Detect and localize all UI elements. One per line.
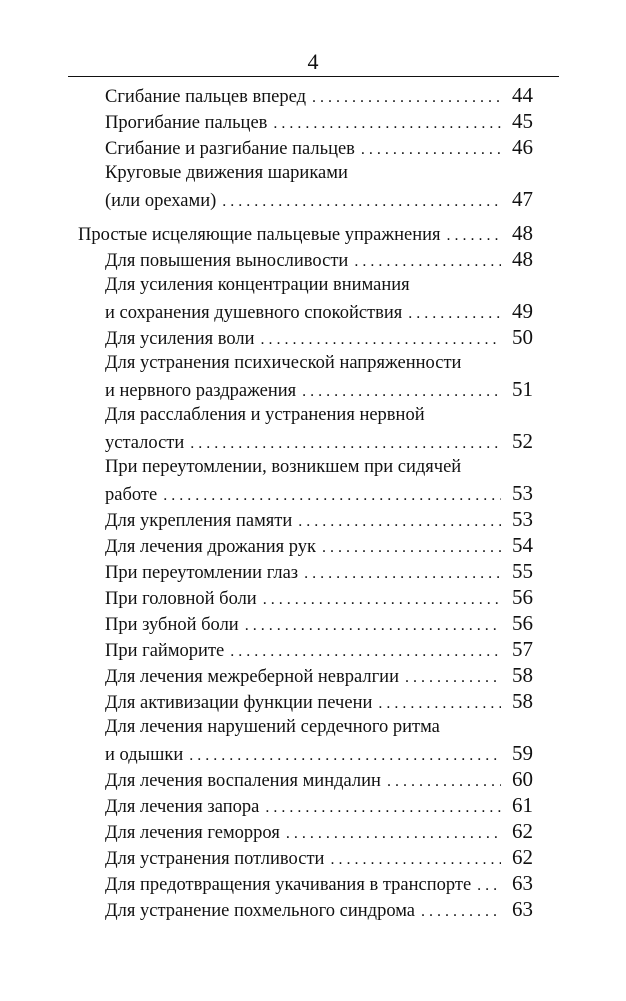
toc-entry-line — [105, 766, 533, 792]
toc-entry-title: Для активизации функции печени — [105, 693, 373, 713]
toc-entry[interactable] — [0, 350, 626, 402]
toc-entry[interactable] — [0, 246, 626, 272]
toc-entry-line — [105, 870, 533, 896]
toc-page-number: 56 — [512, 611, 533, 635]
toc-entry-title: работе — [105, 485, 158, 505]
toc-page-number: 57 — [512, 637, 533, 661]
toc-entry[interactable] — [0, 532, 626, 558]
toc-entry[interactable] — [0, 160, 626, 212]
toc-entry-line — [105, 896, 533, 922]
toc-entry-line — [105, 160, 533, 186]
toc-entry-line — [105, 688, 533, 714]
toc-entry[interactable] — [0, 610, 626, 636]
toc-entry-line — [105, 134, 533, 160]
toc-entry[interactable] — [0, 662, 626, 688]
toc-entry-title: Для укрепления памяти — [105, 511, 293, 531]
toc-entry-line — [105, 272, 533, 298]
toc-entry[interactable] — [0, 402, 626, 454]
toc-entry[interactable] — [0, 714, 626, 766]
toc-entry-title: Для повышения выносливости — [105, 251, 349, 271]
toc-entry-line — [105, 558, 533, 584]
toc-entry-title: Для устранения потливости — [105, 849, 325, 869]
page-number: 4 — [307, 49, 319, 74]
toc-page-number: 48 — [512, 221, 533, 245]
toc-entry[interactable] — [0, 896, 626, 922]
toc-entry-title: Для лечения нарушений сердечного ритма — [105, 717, 440, 737]
toc-entry-title: и нервного раздражения — [105, 381, 297, 401]
toc-entry-line — [105, 350, 533, 376]
dot-leader — [222, 189, 501, 215]
toc-entry-line — [105, 584, 533, 610]
toc-entry-title: усталости — [105, 433, 185, 453]
toc-entry-line — [78, 220, 533, 246]
toc-entry-title: При переутомлении, возникшем при сидячей — [105, 457, 462, 477]
toc-entry-title: Для предотвращения укачивания в транспорте — [105, 875, 472, 895]
toc-entry[interactable] — [0, 688, 626, 714]
toc-page-number: 55 — [512, 559, 533, 583]
toc-entry-title: Круговые движения шариками — [105, 163, 348, 183]
toc-entry-line — [105, 740, 533, 766]
toc-entry-title: (или орехами) — [105, 191, 217, 211]
toc-entry-line — [105, 792, 533, 818]
toc-entry[interactable] — [0, 108, 626, 134]
toc-entry-title: Сгибание пальцев вперед — [105, 87, 306, 107]
toc-entry-line — [105, 636, 533, 662]
toc-entry-title: и сохранения душевного спокойствия — [105, 303, 403, 323]
toc-page-number: 59 — [512, 741, 533, 765]
toc-entry-title: Для усиления воли — [105, 329, 255, 349]
toc-entry-title: Для устранение похмельного синдрома — [105, 901, 416, 921]
toc-entry-line — [105, 428, 533, 454]
toc-entry-title: При гайморите — [105, 641, 225, 661]
table-of-contents — [0, 82, 626, 922]
toc-page-number: 44 — [512, 83, 533, 107]
toc-entry[interactable] — [0, 844, 626, 870]
toc-page-number: 58 — [512, 663, 533, 687]
toc-entry-title: При переутомлении глаз — [105, 563, 299, 583]
toc-entry-line — [105, 506, 533, 532]
toc-entry-line — [105, 324, 533, 350]
toc-page-number: 60 — [512, 767, 533, 791]
header-rule — [68, 76, 559, 77]
toc-entry-line — [105, 82, 533, 108]
toc-entry[interactable] — [0, 636, 626, 662]
toc-section-entry[interactable] — [0, 220, 626, 246]
toc-entry-title: Прогибание пальцев — [105, 113, 268, 133]
toc-entry[interactable] — [0, 324, 626, 350]
toc-entry[interactable] — [0, 818, 626, 844]
toc-entry[interactable] — [0, 792, 626, 818]
toc-page-number: 63 — [512, 871, 533, 895]
toc-entry-title: При зубной боли — [105, 615, 239, 635]
toc-entry-line — [105, 186, 533, 212]
toc-page-number: 50 — [512, 325, 533, 349]
toc-entry-line — [105, 714, 533, 740]
toc-page-number: 62 — [512, 845, 533, 869]
toc-entry-title: При головной боли — [105, 589, 257, 609]
toc-entry-title: Для лечения воспаления миндалин — [105, 771, 381, 791]
toc-entry-title: Для усиления концентрации внимания — [105, 275, 410, 295]
toc-entry-title: Для лечения геморроя — [105, 823, 280, 843]
toc-page-number: 63 — [512, 897, 533, 921]
toc-entry[interactable] — [0, 506, 626, 532]
toc-entry-line — [105, 662, 533, 688]
toc-entry-title: Для лечения межреберной невралгии — [105, 667, 399, 687]
toc-entry-line — [105, 246, 533, 272]
toc-entry[interactable] — [0, 870, 626, 896]
toc-page-number: 52 — [512, 429, 533, 453]
toc-page-number: 51 — [512, 377, 533, 401]
toc-entry-title: Сгибание и разгибание пальцев — [105, 139, 355, 159]
toc-page-number: 47 — [512, 187, 533, 211]
toc-page-number: 61 — [512, 793, 533, 817]
toc-entry-title: Для лечения запора — [105, 797, 260, 817]
toc-entry[interactable] — [0, 134, 626, 160]
toc-entry-title: Простые исцеляющие пальцевые упражнения — [78, 225, 441, 245]
toc-entry[interactable] — [0, 82, 626, 108]
toc-entry[interactable] — [0, 766, 626, 792]
toc-page-number: 58 — [512, 689, 533, 713]
toc-entry-line — [105, 298, 533, 324]
toc-page-number: 62 — [512, 819, 533, 843]
toc-page-number: 46 — [512, 135, 533, 159]
toc-entry-title: Для расслабления и устранения нервной — [105, 405, 425, 425]
toc-entry-title: Для устранения психической напряженности — [105, 353, 462, 373]
toc-entry-line — [105, 610, 533, 636]
toc-entry-line — [105, 454, 533, 480]
toc-entry[interactable] — [0, 454, 626, 506]
toc-page-number: 45 — [512, 109, 533, 133]
toc-page-number: 53 — [512, 481, 533, 505]
toc-entry[interactable] — [0, 558, 626, 584]
toc-page-number: 53 — [512, 507, 533, 531]
toc-entry[interactable] — [0, 584, 626, 610]
toc-entry[interactable] — [0, 272, 626, 324]
toc-entry-line — [105, 532, 533, 558]
toc-page-number: 54 — [512, 533, 533, 557]
toc-page-number: 49 — [512, 299, 533, 323]
toc-entry-line — [105, 402, 533, 428]
dot-leader — [421, 899, 501, 925]
toc-entry-line — [105, 480, 533, 506]
toc-entry-line — [105, 844, 533, 870]
toc-page-number: 48 — [512, 247, 533, 271]
toc-page-number: 56 — [512, 585, 533, 609]
toc-entry-title: и одышки — [105, 745, 184, 765]
toc-entry-line — [105, 818, 533, 844]
toc-entry-line — [105, 376, 533, 402]
toc-entry-title: Для лечения дрожания рук — [105, 537, 317, 557]
toc-entry-line — [105, 108, 533, 134]
